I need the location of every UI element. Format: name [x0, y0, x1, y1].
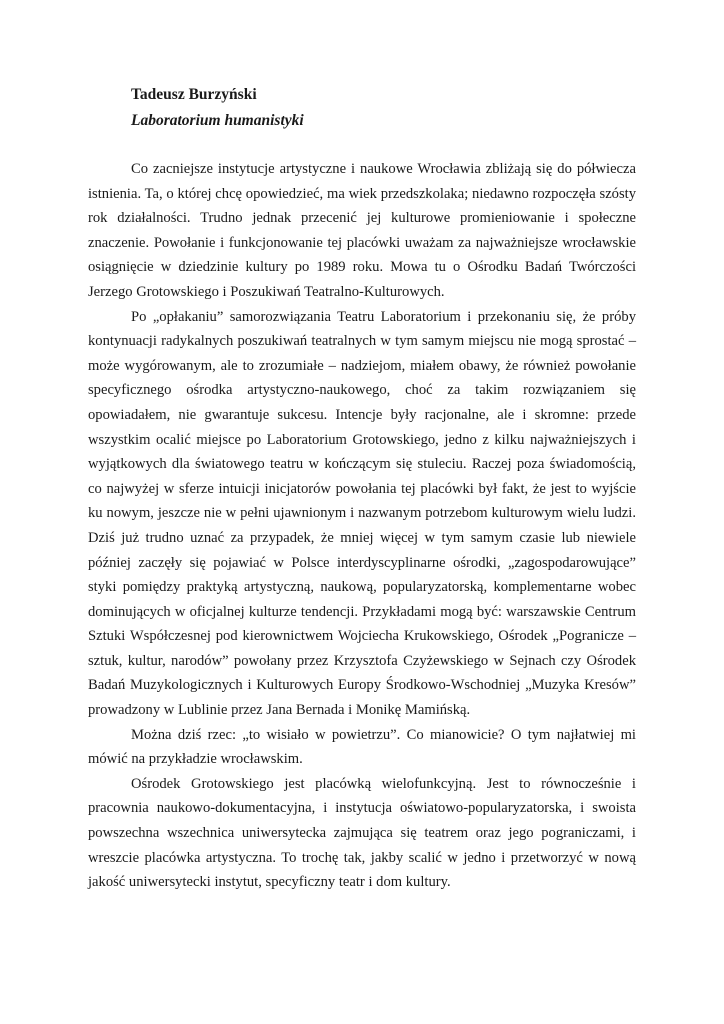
paragraph-1: Co zacniejsze instytucje artystyczne i naukowe Wrocławia zbliżają się do półwiecza istnienia. Ta, o której chcę opowiedzieć, ma wiek przedszkolaka; niedawno rozpoczęła szósty rok działalności. Trudno jednak przecenić jej kulturowe promieniowanie i społeczne znaczenie. Powołanie i funkcjonowanie tej placówki uważam za najważniejsze wrocławskie osiągnięcie w dziedzinie kultury po 1989 roku. Mowa tu o Ośrodku Badań Twórczości Jerzego Grotowskiego i Poszukiwań Teatralno-Kulturowych. — [88, 161, 636, 300]
article-body — [88, 157, 636, 895]
paragraph-2: Po „opłakaniu” samorozwiązania Teatru Laboratorium i przekonaniu się, że próby kontynuacji radykalnych poszukiwań teatralnych w tym samym miejscu nie mogą sprostać – może wygórowanym, ale to zrozumiałe – nadziejom, miałem obawy, że również powołanie specyficznego ośrodka artystyczno-naukowego, choć za takim rozwiązaniem się opowiadałem, nie gwarantuje sukcesu. Intencje były racjonalne, ale i skromne: przede wszystkim ocalić miejsce po Laboratorium Grotowskiego, jedno z kilku najważniejszych i wyjątkowych dla światowego teatru w kończącym się stuleciu. Raczej poza świadomością, co najwyżej w sferze intuicji inicjatorów powołania tej placówki był fakt, że jest to wyjście ku nowym, jeszcze nie w pełni ujawnionym i nazwanym potrzebom kulturowym wielu ludzi. Dziś już trudno uznać za przypadek, że mniej więcej w tym samym czasie lub niewiele później zaczęły się pojawiać w Polsce interdyscyplinarne ośrodki, „zagospodarowujące” styki pomiędzy praktyką artystyczną, naukową, popularyzatorską, komplementarne wobec dominujących w oficjalnej kulturze tendencji. Przykładami mogą być: warszawskie Centrum Sztuki Współczesnej pod kierownictwem Wojciecha Krukowskiego, Ośrodek „Pogranicze – sztuk, kultur, narodów” powołany przez Krzysztofa Czyżewskiego w Sejnach czy Ośrodek Badań Muzykologicznych i Kulturowych Europy Środkowo-Wschodniej „Muzyka Kresów” prowadzony w Lublinie przez Jana Bernada i Monikę Mamińską. — [88, 308, 636, 719]
paragraph-4: Ośrodek Grotowskiego jest placówką wielofunkcyjną. Jest to równocześnie i pracownia naukowo-dokumentacyjna, i instytucja oświatowo-popularyzatorska, i swoista powszechna wszechnica uniwersytecka zajmująca się teatrem oraz jego pograniczami, i wreszcie placówka artystyczna. To trochę tak, jakby scalić w jedno i przetworzyć w nową jakość uniwersytecki instytut, specyficzny teatr i dom kultury. — [88, 775, 636, 891]
document-header — [131, 84, 304, 132]
document-title: Laboratorium humanistyki — [131, 112, 304, 129]
author-name: Tadeusz Burzyński — [131, 86, 257, 103]
paragraph-3: Można dziś rzec: „to wisiało w powietrzu”. Co mianowicie? O tym najłatwiej mi mówić na przykładzie wrocławskim. — [88, 726, 636, 768]
